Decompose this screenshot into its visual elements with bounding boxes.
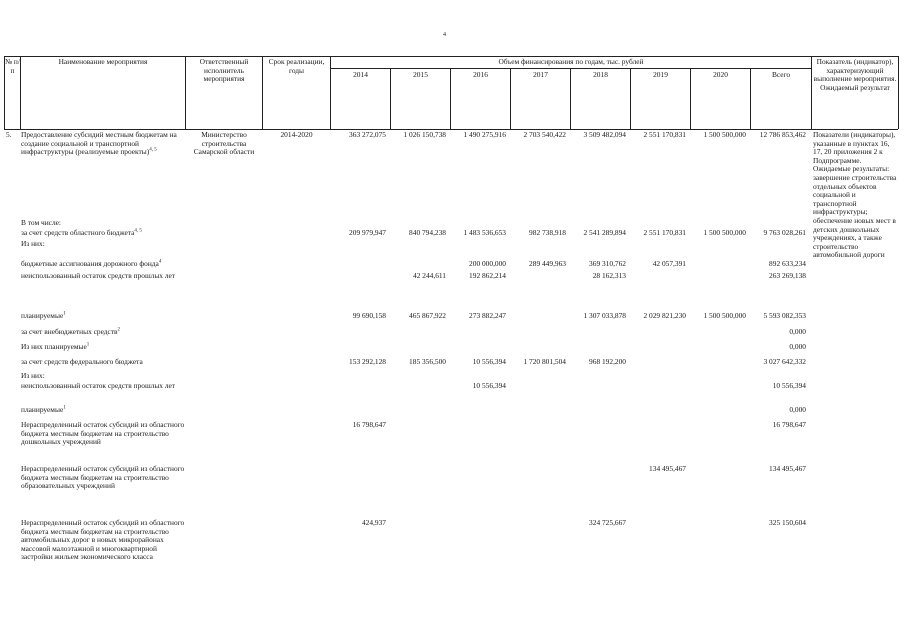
road-fund-2017: 289 449,963	[529, 259, 566, 268]
regional-2019: 2 551 170,831	[643, 228, 686, 237]
header-year-2020: 2020	[713, 70, 728, 79]
regional-total: 9 763 028,261	[763, 228, 806, 237]
undist-3-total: 325 150,604	[769, 518, 806, 527]
unused-1-2018: 28 162,313	[592, 271, 626, 280]
main-executor: Министерство строительства Самарской области	[193, 130, 255, 157]
undist-3-2018: 324 725,667	[589, 518, 626, 527]
label-road-fund: бюджетные ассигнования дорожного фонда$^4$	[21, 259, 162, 268]
header-year-2017: 2017	[533, 70, 548, 79]
unused-2-2016: 10 556,394	[472, 381, 506, 390]
regional-2015: 840 794,238	[409, 228, 446, 237]
planned-1-2020: 1 500 500,000	[703, 311, 746, 320]
label-of-them-1: Из них:	[21, 239, 45, 248]
label-unused-2: неиспользованный остаток средств прошлых лет	[21, 381, 176, 390]
federal-2015: 185 356,500	[409, 357, 446, 366]
main-value-2018: 3 509 482,094	[583, 130, 626, 139]
undist-1-2014: 16 798,647	[352, 420, 386, 429]
header-executor: Ответственный исполнитель мероприятия	[199, 57, 249, 84]
label-of-them-2: Из них:	[21, 371, 45, 380]
federal-2018: 968 192,200	[589, 357, 626, 366]
road-fund-2019: 42 057,391	[652, 259, 686, 268]
federal-2014: 153 292,128	[349, 357, 386, 366]
header-name: Наименование мероприятия	[58, 57, 148, 66]
main-term: 2014-2020	[280, 130, 313, 139]
header-year-2015: 2015	[413, 70, 428, 79]
planned-1-2019: 2 029 821,230	[643, 311, 686, 320]
header-year-2016: 2016	[473, 70, 488, 79]
unused-1-2015: 42 244,611	[413, 271, 446, 280]
header-term: Срок реализации, годы	[268, 57, 325, 75]
regional-2014: 209 979,947	[349, 228, 386, 237]
label-planned-2: планируемые$^1$	[21, 405, 66, 414]
undist-1-total: 16 798,647	[772, 420, 806, 429]
road-fund-total: 892 633,234	[769, 259, 806, 268]
undist-3-2014: 424,937	[361, 518, 386, 527]
regional-2018: 2 541 289,894	[583, 228, 626, 237]
federal-2016: 10 556,394	[472, 357, 506, 366]
label-extrabudget: за счет внебюджетных средств$^2$	[21, 327, 121, 336]
row-number: 5.	[6, 130, 12, 139]
unused-2-total: 10 556,394	[772, 381, 806, 390]
extra-planned-total: 0,000	[789, 342, 806, 351]
label-including: В том числе:	[21, 218, 61, 227]
main-value-total: 12 786 853,462	[759, 130, 806, 139]
label-undistributed-schools: Нераспределенный остаток субсидий из областного бюджета местным бюджетам на строительство образовательных учреждений	[21, 464, 185, 491]
unused-1-total: 263 269,138	[769, 271, 806, 280]
main-value-2017: 2 703 540,422	[523, 130, 566, 139]
regional-2017: 982 738,918	[529, 228, 566, 237]
label-undistributed-roads: Нераспределенный остаток субсидий из областного бюджета местным бюджетам на строительство автомобильных дорог в новых микрорайонах массовой малоэтажной и многоквартирной застройки жильем экономического класса	[21, 518, 185, 562]
planned-1-total: 5 593 082,353	[763, 311, 806, 320]
road-fund-2018: 369 310,762	[589, 259, 626, 268]
planned-1-2015: 465 867,922	[409, 311, 446, 320]
main-value-2020: 1 500 500,000	[703, 130, 746, 139]
main-value-2014: 363 272,075	[349, 130, 386, 139]
road-fund-2016: 200 000,000	[469, 259, 506, 268]
planned-1-2014: 99 690,158	[352, 311, 386, 320]
main-activity-name: Предоставление субсидий местным бюджетам на создание социальной и транспортной инфраструктуры (реализуемые проекты)$^{4, 5}$	[21, 130, 177, 157]
label-planned-1: планируемые$^1$	[21, 311, 66, 320]
label-federal-budget: за счет средств федерального бюджета	[21, 357, 143, 366]
undist-2-2019: 134 495,467	[649, 464, 686, 473]
header-year-2014: 2014	[353, 70, 368, 79]
planned-2-total: 0,000	[789, 405, 806, 414]
undist-2-total: 134 495,467	[769, 464, 806, 473]
label-undistributed-preschool: Нераспределенный остаток субсидий из областного бюджета местным бюджетам на строительство дошкольных учреждений	[21, 420, 185, 447]
federal-total: 3 027 642,332	[763, 357, 806, 366]
header-total: Всего	[771, 70, 791, 79]
header-year-2018: 2018	[593, 70, 608, 79]
extrabudget-total: 0,000	[789, 327, 806, 336]
page-marker: 4	[443, 32, 446, 38]
label-regional-budget: за счет средств областного бюджета$^{4, 5}$	[21, 228, 142, 237]
main-value-2016: 1 490 275,916	[463, 130, 506, 139]
label-unused-1: неиспользованный остаток средств прошлых лет	[21, 271, 176, 280]
header-indicator: Показатель (индикатор), характеризующий выполнение мероприятия. Ожидаемый результат	[813, 57, 897, 92]
main-value-2019: 2 551 170,831	[643, 130, 686, 139]
planned-1-2018: 1 307 033,878	[583, 311, 626, 320]
main-indicator: Показатели (индикаторы), указанные в пунктах 16, 17, 20 приложения 2 к Подпрограмме. Ожидаемые результаты: завершение строительства отдельных объектов социальной и транспортной инфраструктуры; обеспечение новых мест в детских дошкольных учреждениях, а также строительство автомобильной дороги	[813, 130, 897, 260]
regional-2020: 1 500 500,000	[703, 228, 746, 237]
federal-2017: 1 720 801,504	[523, 357, 566, 366]
header-funding: Объем финансирования по годам, тыс. рублей	[498, 57, 644, 66]
regional-2016: 1 483 536,653	[463, 228, 506, 237]
header-year-2019: 2019	[653, 70, 668, 79]
planned-1-2016: 273 882,247	[469, 311, 506, 320]
unused-1-2016: 192 862,214	[469, 271, 506, 280]
label-extra-planned: Из них планируемые$^1$	[21, 342, 90, 351]
header-num: № п/п	[5, 57, 20, 75]
main-value-2015: 1 026 150,738	[403, 130, 446, 139]
